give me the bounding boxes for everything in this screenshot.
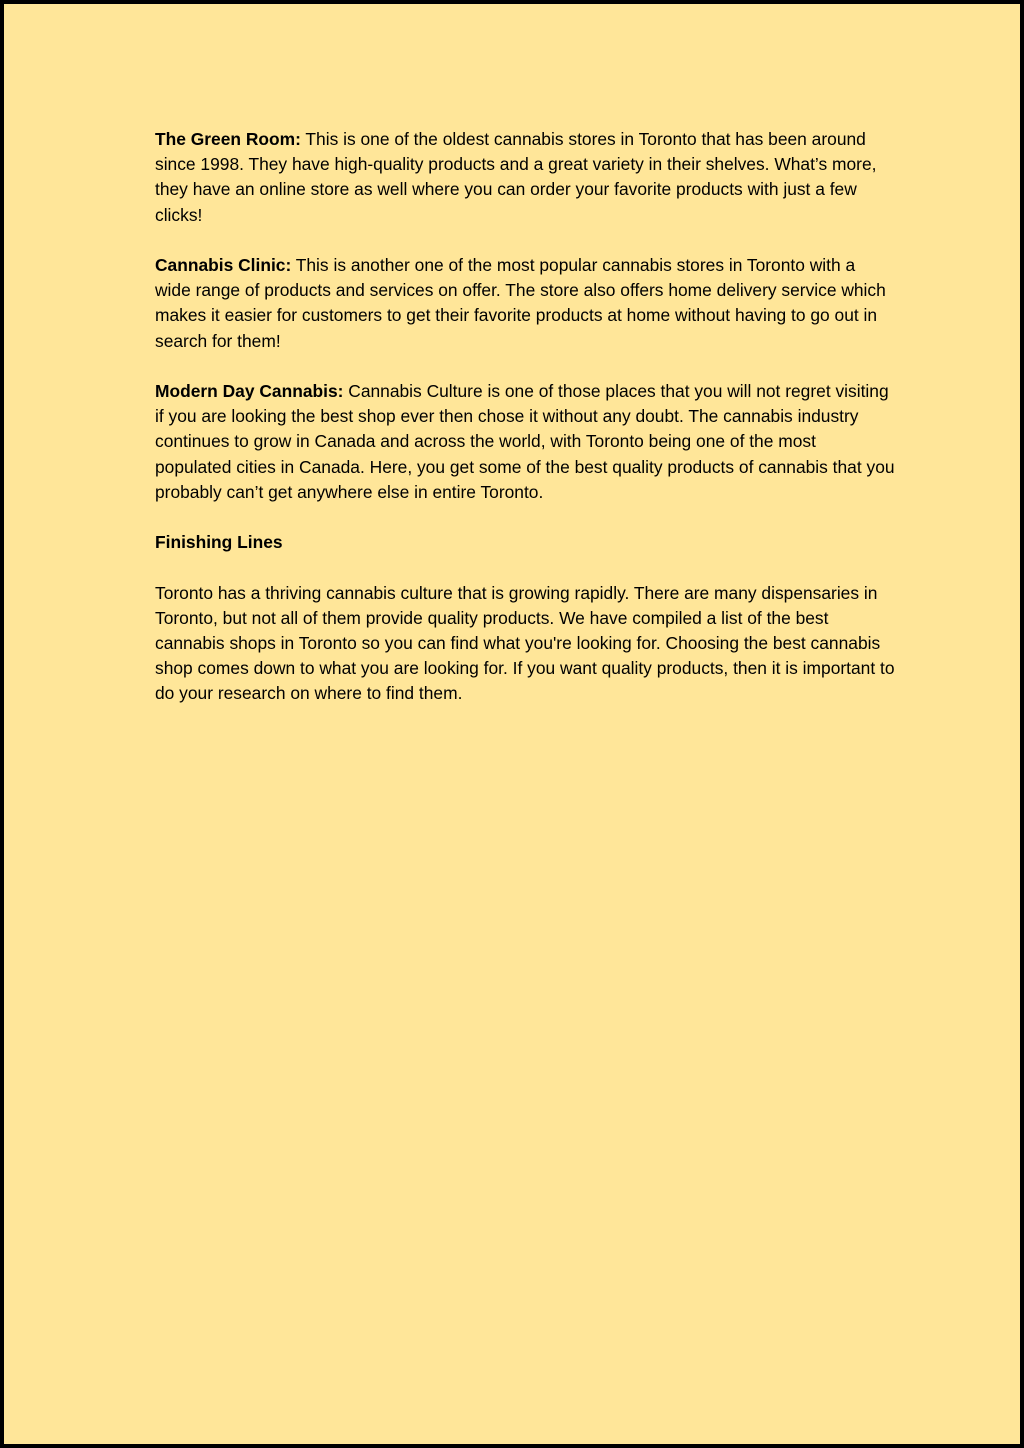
paragraph-cannabis-clinic: [155, 253, 895, 354]
paragraph-modern-day-cannabis: [155, 379, 895, 505]
finishing-lines-heading: Finishing Lines: [155, 532, 283, 553]
paragraph-green-room: [155, 127, 895, 228]
finishing-lines-paragraph: Toronto has a thriving cannabis culture that is growing rapidly. There are many dispensaries in Toronto, but not all of them provide quality products. We have compiled a list of the best cannabis shops in Toronto so you can find what you're looking for. Choosing the best cannabis shop comes down to what you are looking for. If you want quality products, then it is important to do your research on where to find them.: [155, 582, 895, 704]
paragraph-text: This is one of the oldest cannabis stores in Toronto that has been around since 1998. They have high-quality products and a great variety in their shelves. What’s more, they have an online store as well where you can order your favorite products with just a few clicks!: [155, 129, 877, 225]
paragraph-term: Cannabis Clinic:: [155, 255, 292, 275]
document-content: [155, 127, 895, 732]
paragraph-text: Cannabis Culture is one of those places that you will not regret visiting if you are looking the best shop ever then chose it without any doubt. The cannabis industry continues to grow in Canada and across the world, with Toronto being one of the most populated cities in Canada. Here, you get some of the best quality products of cannabis that you probably can’t get anywhere else in entire Toronto.: [155, 381, 895, 502]
paragraph-term: Modern Day Cannabis:: [155, 381, 344, 401]
paragraph-term: The Green Room:: [155, 129, 301, 149]
paragraph-text: This is another one of the most popular cannabis stores in Toronto with a wide range of products and services on offer. The store also offers home delivery service which makes it easier for customers to get their favorite products at home without having to go out in search for them!: [155, 255, 886, 351]
